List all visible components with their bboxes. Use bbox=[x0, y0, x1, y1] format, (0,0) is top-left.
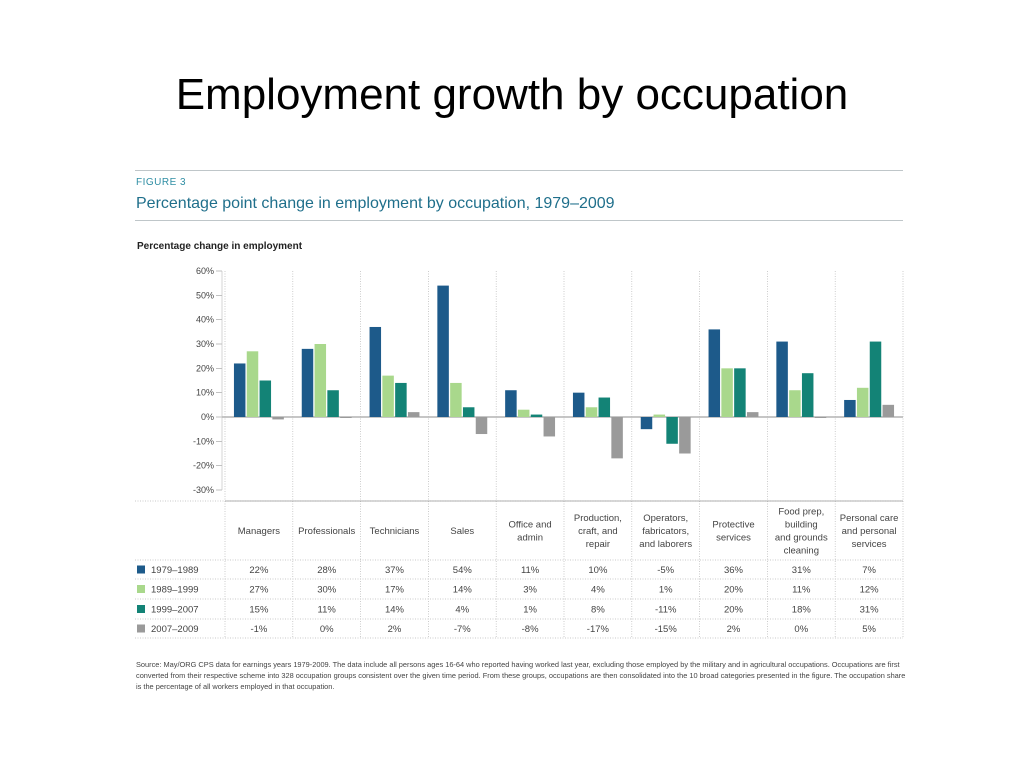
category-label-line: Office and bbox=[508, 519, 552, 531]
bar-1999-2007-cat-6 bbox=[666, 417, 678, 444]
table-value: 28% bbox=[317, 565, 337, 576]
legend-swatch bbox=[137, 605, 145, 613]
table-value: 5% bbox=[862, 624, 876, 635]
table-value: 54% bbox=[452, 565, 472, 576]
bar-2007-2009-cat-9 bbox=[883, 405, 895, 417]
bar-1989-1999-cat-0 bbox=[247, 351, 259, 417]
legend-label: 1999–2007 bbox=[151, 604, 199, 616]
y-tick-label: 40% bbox=[195, 314, 214, 325]
y-tick-label: 0% bbox=[200, 412, 214, 422]
y-tick-label: 60% bbox=[195, 266, 214, 276]
category-label-line: Food prep, bbox=[778, 506, 825, 518]
y-tick-label: -30% bbox=[192, 485, 214, 495]
table-value: 36% bbox=[723, 565, 744, 576]
bar-1989-1999-cat-1 bbox=[315, 344, 327, 417]
table-value: 3% bbox=[523, 584, 537, 596]
category-label-line: Personal care bbox=[839, 513, 899, 524]
table-value: 18% bbox=[791, 604, 811, 616]
category-label bbox=[238, 526, 280, 537]
bar-2007-2009-cat-6 bbox=[679, 417, 691, 454]
table-value: -15% bbox=[654, 624, 677, 635]
figure-title: Percentage point change in employment by occupation, 1979–2009 bbox=[136, 195, 615, 212]
category-label-line: Operators, bbox=[643, 513, 689, 524]
category-label-line: and personal bbox=[841, 526, 897, 537]
y-tick-label: 50% bbox=[195, 290, 214, 301]
category-label bbox=[370, 526, 420, 537]
table-value: 31% bbox=[791, 565, 811, 576]
bar-1999-2007-cat-7 bbox=[734, 368, 746, 417]
category-label bbox=[639, 513, 692, 550]
legend-label: 1989–1999 bbox=[151, 584, 199, 596]
bar-1999-2007-cat-5 bbox=[599, 398, 611, 417]
table-value: 4% bbox=[591, 584, 605, 596]
table-value: 8% bbox=[591, 604, 605, 616]
table-value: 37% bbox=[384, 565, 405, 576]
table-value: 30% bbox=[317, 584, 337, 596]
source-note: Source: May/ORG CPS data for earnings years 1979-2009. The data include all persons ages 16-64 who reported having worked last year, excluding those employed by the military and in agricultural occupations. Occupations are first converted from their respective scheme into 328 occupation groups consistent over the given time period. From these groups, occupations are then consolidated into the 10 broad categories presented in the figure. The occupation share is the percentage of all workers employed in that occupation. bbox=[136, 660, 906, 691]
bar-2007-2009-cat-2 bbox=[408, 412, 420, 417]
category-label-line: Managers bbox=[237, 526, 281, 537]
y-tick-label: 30% bbox=[195, 339, 214, 349]
table-value: 20% bbox=[723, 604, 744, 616]
category-label-line: repair bbox=[585, 539, 611, 550]
bar-1979-1989-cat-6 bbox=[641, 417, 653, 429]
bar-1979-1989-cat-9 bbox=[844, 400, 856, 417]
table-value: -5% bbox=[657, 565, 675, 576]
bar-1989-1999-cat-4 bbox=[518, 410, 530, 417]
y-axis-ticks bbox=[193, 266, 222, 495]
legend-swatch bbox=[137, 566, 145, 574]
bar-1989-1999-cat-7 bbox=[721, 368, 733, 417]
table-value: 1% bbox=[523, 604, 537, 616]
category-label bbox=[509, 520, 552, 544]
category-label-line: building bbox=[784, 519, 818, 531]
bar-2007-2009-cat-7 bbox=[747, 412, 759, 417]
category-label bbox=[450, 526, 474, 537]
table-value: 7% bbox=[862, 565, 876, 576]
category-label-line: Protective bbox=[712, 519, 755, 531]
data-table bbox=[135, 501, 903, 638]
legend-swatch bbox=[137, 585, 145, 593]
table-value: 1% bbox=[658, 584, 673, 596]
bar-1989-1999-cat-9 bbox=[857, 388, 869, 417]
y-tick-label: -10% bbox=[192, 436, 214, 447]
bar-1989-1999-cat-8 bbox=[789, 390, 801, 417]
bar-1999-2007-cat-8 bbox=[802, 373, 814, 417]
table-value: 31% bbox=[859, 604, 879, 616]
category-label-line: admin bbox=[517, 532, 544, 544]
bar-1999-2007-cat-4 bbox=[531, 415, 543, 417]
bar-1979-1989-cat-8 bbox=[776, 342, 788, 417]
table-value: -1% bbox=[250, 624, 268, 635]
category-label bbox=[775, 507, 828, 557]
category-label-line: craft, and bbox=[578, 526, 618, 537]
bar-1999-2007-cat-2 bbox=[395, 383, 407, 417]
y-tick-label: 20% bbox=[195, 363, 214, 374]
bar-1979-1989-cat-4 bbox=[505, 390, 517, 417]
category-label bbox=[298, 526, 355, 537]
category-label bbox=[574, 513, 622, 550]
bar-1999-2007-cat-9 bbox=[870, 342, 882, 417]
y-tick-label: 10% bbox=[195, 387, 214, 398]
bar-1999-2007-cat-3 bbox=[463, 407, 475, 417]
bar-1979-1989-cat-1 bbox=[302, 349, 314, 417]
table-value: 2% bbox=[726, 624, 741, 635]
category-label-line: and laborers bbox=[639, 539, 693, 550]
table-value: -17% bbox=[586, 624, 609, 635]
slide-title: Employment growth by occupation bbox=[175, 70, 849, 119]
table-value: 10% bbox=[588, 565, 608, 576]
figure-label: FIGURE 3 bbox=[136, 177, 187, 188]
category-label-line: and grounds bbox=[774, 532, 828, 544]
grid-layer bbox=[222, 271, 903, 638]
bar-1989-1999-cat-2 bbox=[382, 376, 394, 417]
table-value: 12% bbox=[859, 584, 879, 596]
category-label-line: Technicians bbox=[369, 526, 420, 537]
bar-2007-2009-cat-3 bbox=[476, 417, 488, 434]
table-value: 0% bbox=[319, 624, 334, 635]
bar-1979-1989-cat-7 bbox=[709, 329, 721, 417]
bar-1989-1999-cat-6 bbox=[654, 415, 666, 417]
bar-1999-2007-cat-0 bbox=[260, 381, 272, 418]
category-label-line: services bbox=[851, 539, 887, 550]
table-value: 4% bbox=[455, 604, 470, 616]
table-value: 15% bbox=[249, 604, 269, 616]
bar-2007-2009-cat-5 bbox=[611, 417, 623, 458]
table-value: 27% bbox=[249, 584, 269, 596]
table-value: 14% bbox=[384, 604, 405, 616]
category-label-line: Sales bbox=[450, 526, 475, 537]
table-value: 14% bbox=[452, 584, 472, 596]
category-label-line: fabricators, bbox=[642, 526, 690, 537]
table-value: 17% bbox=[384, 584, 405, 596]
bar-1979-1989-cat-2 bbox=[370, 327, 382, 417]
table-value: -11% bbox=[654, 604, 677, 616]
table-value: -8% bbox=[521, 624, 539, 635]
category-label-line: cleaning bbox=[783, 545, 819, 557]
bar-1989-1999-cat-5 bbox=[586, 407, 598, 417]
bar-1979-1989-cat-0 bbox=[234, 363, 246, 417]
bar-1979-1989-cat-5 bbox=[573, 393, 585, 417]
category-label bbox=[840, 513, 899, 550]
table-value: 11% bbox=[520, 565, 540, 576]
bar-2007-2009-cat-0 bbox=[272, 417, 284, 419]
category-label-line: services bbox=[716, 532, 751, 544]
bar-1999-2007-cat-1 bbox=[327, 390, 339, 417]
table-value: -7% bbox=[453, 624, 471, 635]
category-label-line: Production, bbox=[573, 513, 622, 524]
table-value: 0% bbox=[794, 624, 809, 635]
category-label-line: Professionals bbox=[298, 526, 356, 537]
table-value: 2% bbox=[387, 624, 402, 635]
bar-2007-2009-cat-8 bbox=[815, 417, 827, 418]
bar-1989-1999-cat-3 bbox=[450, 383, 462, 417]
table-value: 22% bbox=[249, 565, 269, 576]
y-tick-label: -20% bbox=[192, 460, 214, 471]
bar-1979-1989-cat-3 bbox=[437, 286, 449, 417]
legend-label: 2007–2009 bbox=[151, 624, 199, 635]
category-label bbox=[712, 520, 754, 544]
table-value: 11% bbox=[792, 584, 811, 596]
bar-2007-2009-cat-1 bbox=[340, 417, 352, 418]
y-axis-title: Percentage change in employment bbox=[137, 241, 303, 252]
bar-2007-2009-cat-4 bbox=[544, 417, 556, 436]
table-value: 20% bbox=[723, 584, 744, 596]
legend-label: 1979–1989 bbox=[151, 565, 199, 576]
legend-swatch bbox=[137, 625, 145, 633]
table-value: 11% bbox=[317, 604, 336, 616]
